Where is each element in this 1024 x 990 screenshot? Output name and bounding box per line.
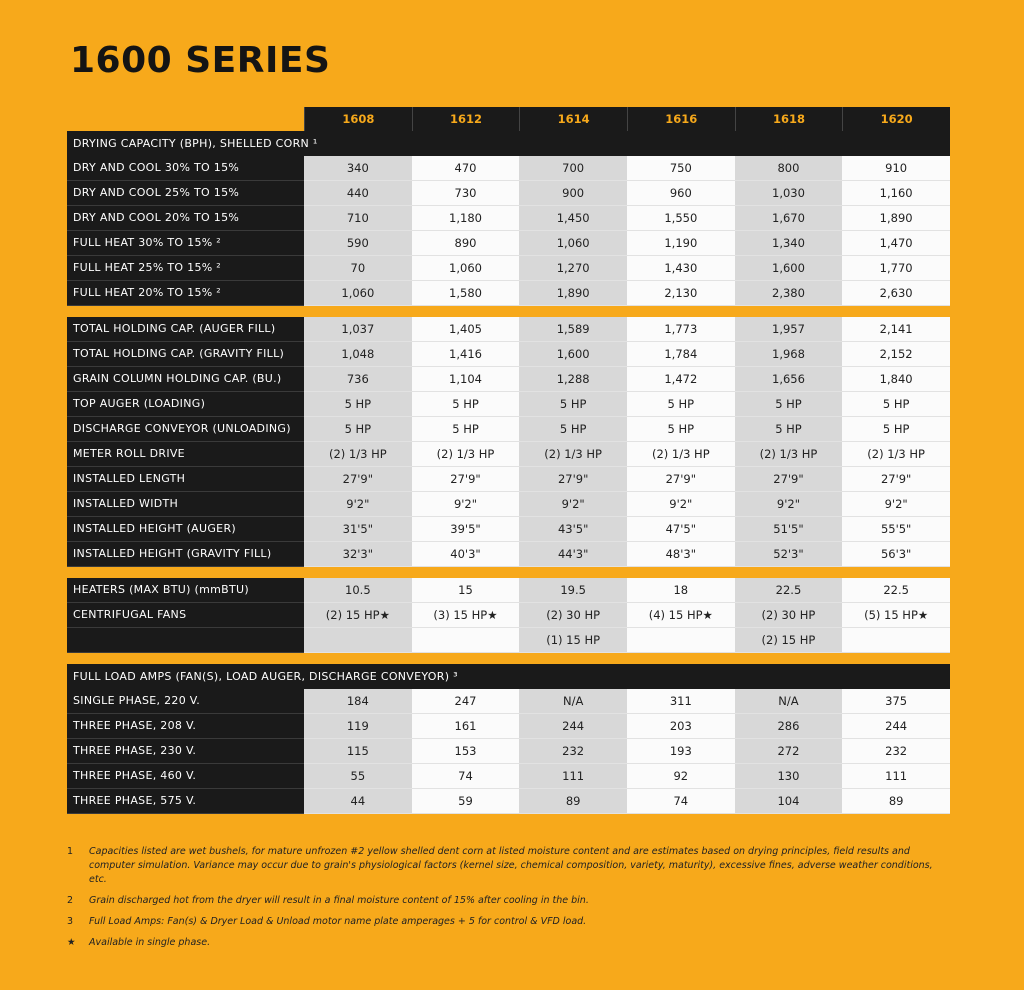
value-cell: (3) 15 HP★ — [412, 603, 520, 628]
value-cell: 89 — [519, 789, 627, 814]
value-cell: 10.5 — [304, 578, 412, 603]
table-row — [67, 317, 950, 342]
value-cell: 193 — [627, 739, 735, 764]
footnote-mark: 3 — [67, 916, 74, 927]
footnote — [67, 894, 937, 908]
value-cell: 92 — [627, 764, 735, 789]
value-cell: 27'9" — [519, 467, 627, 492]
row-label: THREE PHASE, 575 V. — [67, 789, 304, 814]
value-cell: 55 — [304, 764, 412, 789]
table-row — [67, 764, 950, 789]
row-label: DRY AND COOL 25% TO 15% — [67, 181, 304, 206]
model-header: 1616 — [627, 107, 735, 131]
value-cell — [412, 628, 520, 653]
value-cell: 1,470 — [842, 231, 950, 256]
row-label: THREE PHASE, 460 V. — [67, 764, 304, 789]
value-cell: 74 — [627, 789, 735, 814]
row-label: SINGLE PHASE, 220 V. — [67, 689, 304, 714]
value-cell: 440 — [304, 181, 412, 206]
value-cell: 203 — [627, 714, 735, 739]
row-label: INSTALLED WIDTH — [67, 492, 304, 517]
section-heading: FULL LOAD AMPS (FAN(S), LOAD AUGER, DISCHARGE CONVEYOR) ³ — [67, 664, 950, 689]
model-header-row — [67, 107, 950, 131]
table-row — [67, 206, 950, 231]
value-cell: 1,030 — [735, 181, 843, 206]
footnote — [67, 936, 937, 950]
value-cell: 2,152 — [842, 342, 950, 367]
footnote — [67, 845, 937, 887]
value-cell: 15 — [412, 578, 520, 603]
value-cell: 2,130 — [627, 281, 735, 306]
value-cell: 1,060 — [519, 231, 627, 256]
row-label: INSTALLED HEIGHT (AUGER) — [67, 517, 304, 542]
value-cell: (2) 1/3 HP — [304, 442, 412, 467]
table-row — [67, 628, 950, 653]
value-cell — [304, 628, 412, 653]
value-cell: 70 — [304, 256, 412, 281]
table-row — [67, 789, 950, 814]
row-label: TOP AUGER (LOADING) — [67, 392, 304, 417]
value-cell: 153 — [412, 739, 520, 764]
footnote-mark: 2 — [67, 895, 74, 906]
table-row — [67, 256, 950, 281]
row-label: GRAIN COLUMN HOLDING CAP. (BU.) — [67, 367, 304, 392]
value-cell: (2) 15 HP★ — [304, 603, 412, 628]
value-cell: 1,580 — [412, 281, 520, 306]
value-cell: 1,472 — [627, 367, 735, 392]
row-label: THREE PHASE, 230 V. — [67, 739, 304, 764]
model-header: 1612 — [412, 107, 520, 131]
value-cell: 736 — [304, 367, 412, 392]
table-row — [67, 417, 950, 442]
section-heading-row — [67, 664, 950, 689]
value-cell: 960 — [627, 181, 735, 206]
table-row — [67, 578, 950, 603]
value-cell: 1,270 — [519, 256, 627, 281]
value-cell: 19.5 — [519, 578, 627, 603]
table-row — [67, 739, 950, 764]
value-cell: 27'9" — [735, 467, 843, 492]
value-cell: 900 — [519, 181, 627, 206]
value-cell — [842, 628, 950, 653]
value-cell: 56'3" — [842, 542, 950, 567]
value-cell: 750 — [627, 156, 735, 181]
footnotes — [67, 845, 937, 957]
value-cell: 52'3" — [735, 542, 843, 567]
value-cell: 1,180 — [412, 206, 520, 231]
value-cell: 1,190 — [627, 231, 735, 256]
value-cell: 1,450 — [519, 206, 627, 231]
value-cell: 710 — [304, 206, 412, 231]
value-cell: 1,890 — [519, 281, 627, 306]
value-cell: 74 — [412, 764, 520, 789]
value-cell: 340 — [304, 156, 412, 181]
value-cell: 286 — [735, 714, 843, 739]
value-cell: 40'3" — [412, 542, 520, 567]
value-cell: (2) 1/3 HP — [735, 442, 843, 467]
value-cell: 2,141 — [842, 317, 950, 342]
section-heading-row — [67, 131, 950, 156]
row-label: INSTALLED HEIGHT (GRAVITY FILL) — [67, 542, 304, 567]
value-cell: 5 HP — [842, 417, 950, 442]
value-cell: 115 — [304, 739, 412, 764]
row-label: TOTAL HOLDING CAP. (AUGER FILL) — [67, 317, 304, 342]
value-cell: 5 HP — [627, 392, 735, 417]
value-cell: N/A — [519, 689, 627, 714]
value-cell: 244 — [842, 714, 950, 739]
row-label — [67, 628, 304, 653]
value-cell: 130 — [735, 764, 843, 789]
row-label: TOTAL HOLDING CAP. (GRAVITY FILL) — [67, 342, 304, 367]
value-cell: 27'9" — [412, 467, 520, 492]
row-label: HEATERS (MAX BTU) (mmBTU) — [67, 578, 304, 603]
value-cell: 9'2" — [735, 492, 843, 517]
footnote-text: Available in single phase. — [89, 937, 211, 948]
value-cell: 161 — [412, 714, 520, 739]
page-title: 1600 SERIES — [70, 40, 331, 81]
section-gap — [67, 306, 950, 317]
value-cell: 9'2" — [304, 492, 412, 517]
value-cell: 184 — [304, 689, 412, 714]
value-cell: 22.5 — [735, 578, 843, 603]
table-row — [67, 281, 950, 306]
value-cell: 55'5" — [842, 517, 950, 542]
table-row — [67, 231, 950, 256]
value-cell: 47'5" — [627, 517, 735, 542]
model-header: 1608 — [304, 107, 412, 131]
section-heading: DRYING CAPACITY (BPH), SHELLED CORN ¹ — [67, 131, 950, 156]
value-cell: (1) 15 HP — [519, 628, 627, 653]
value-cell: 9'2" — [519, 492, 627, 517]
value-cell: 1,600 — [735, 256, 843, 281]
value-cell — [627, 628, 735, 653]
value-cell: 730 — [412, 181, 520, 206]
value-cell: 1,037 — [304, 317, 412, 342]
value-cell: 89 — [842, 789, 950, 814]
table-row — [67, 542, 950, 567]
value-cell: 1,430 — [627, 256, 735, 281]
value-cell: 910 — [842, 156, 950, 181]
value-cell: 27'9" — [842, 467, 950, 492]
row-label: DISCHARGE CONVEYOR (UNLOADING) — [67, 417, 304, 442]
value-cell: 5 HP — [304, 392, 412, 417]
value-cell: 39'5" — [412, 517, 520, 542]
table-row — [67, 689, 950, 714]
value-cell: 9'2" — [842, 492, 950, 517]
value-cell: 700 — [519, 156, 627, 181]
value-cell: 232 — [842, 739, 950, 764]
value-cell: 5 HP — [627, 417, 735, 442]
value-cell: 1,060 — [412, 256, 520, 281]
row-label: DRY AND COOL 30% TO 15% — [67, 156, 304, 181]
value-cell: 470 — [412, 156, 520, 181]
value-cell: 27'9" — [304, 467, 412, 492]
value-cell: 1,600 — [519, 342, 627, 367]
table-row — [67, 467, 950, 492]
value-cell: (4) 15 HP★ — [627, 603, 735, 628]
value-cell: 5 HP — [412, 392, 520, 417]
value-cell: 890 — [412, 231, 520, 256]
header-corner — [67, 107, 304, 131]
value-cell: 1,104 — [412, 367, 520, 392]
value-cell: 1,405 — [412, 317, 520, 342]
value-cell: 5 HP — [735, 392, 843, 417]
value-cell: 9'2" — [412, 492, 520, 517]
value-cell: (2) 1/3 HP — [412, 442, 520, 467]
value-cell: 111 — [519, 764, 627, 789]
table-row — [67, 181, 950, 206]
value-cell: 1,048 — [304, 342, 412, 367]
footnote-text: Capacities listed are wet bushels, for mature unfrozen #2 yellow shelled dent corn at listed moisture content and are estimates based on drying principles, field results and computer simulation. Variance may occur due to grain's physiological factors (kernel size, chemical composition, variety, maturity), excessive fines, adverse weather conditions, etc. — [89, 846, 933, 885]
footnote-mark: 1 — [67, 846, 74, 857]
value-cell: 18 — [627, 578, 735, 603]
row-label: FULL HEAT 30% TO 15% ² — [67, 231, 304, 256]
value-cell: (2) 1/3 HP — [627, 442, 735, 467]
value-cell: 1,784 — [627, 342, 735, 367]
table-row — [67, 156, 950, 181]
value-cell: 247 — [412, 689, 520, 714]
value-cell: 1,340 — [735, 231, 843, 256]
row-label: CENTRIFUGAL FANS — [67, 603, 304, 628]
model-header: 1614 — [519, 107, 627, 131]
row-label: INSTALLED LENGTH — [67, 467, 304, 492]
value-cell: 1,288 — [519, 367, 627, 392]
value-cell: 31'5" — [304, 517, 412, 542]
value-cell: 1,416 — [412, 342, 520, 367]
model-header: 1618 — [735, 107, 843, 131]
value-cell: 1,060 — [304, 281, 412, 306]
value-cell: 1,656 — [735, 367, 843, 392]
value-cell: 244 — [519, 714, 627, 739]
value-cell: 1,160 — [842, 181, 950, 206]
value-cell: 119 — [304, 714, 412, 739]
value-cell: 27'9" — [627, 467, 735, 492]
value-cell: 44 — [304, 789, 412, 814]
value-cell: (2) 1/3 HP — [519, 442, 627, 467]
value-cell: 2,630 — [842, 281, 950, 306]
value-cell: (2) 30 HP — [519, 603, 627, 628]
footnote-text: Full Load Amps: Fan(s) & Dryer Load & Unload motor name plate amperages + 5 for control & VFD load. — [89, 916, 587, 927]
value-cell: 1,957 — [735, 317, 843, 342]
value-cell: 5 HP — [304, 417, 412, 442]
value-cell: 800 — [735, 156, 843, 181]
value-cell: (2) 1/3 HP — [842, 442, 950, 467]
value-cell: 2,380 — [735, 281, 843, 306]
table-row — [67, 492, 950, 517]
value-cell: 51'5" — [735, 517, 843, 542]
value-cell: 5 HP — [412, 417, 520, 442]
value-cell: 1,840 — [842, 367, 950, 392]
value-cell: 1,589 — [519, 317, 627, 342]
value-cell: 111 — [842, 764, 950, 789]
row-label: FULL HEAT 25% TO 15% ² — [67, 256, 304, 281]
value-cell: (2) 15 HP — [735, 628, 843, 653]
value-cell: 1,968 — [735, 342, 843, 367]
value-cell: 375 — [842, 689, 950, 714]
row-label: DRY AND COOL 20% TO 15% — [67, 206, 304, 231]
table-row — [67, 714, 950, 739]
value-cell: N/A — [735, 689, 843, 714]
value-cell: 9'2" — [627, 492, 735, 517]
value-cell: 1,890 — [842, 206, 950, 231]
value-cell: 1,773 — [627, 317, 735, 342]
value-cell: 48'3" — [627, 542, 735, 567]
value-cell: 590 — [304, 231, 412, 256]
value-cell: 1,670 — [735, 206, 843, 231]
value-cell: 272 — [735, 739, 843, 764]
value-cell: 232 — [519, 739, 627, 764]
value-cell: 1,550 — [627, 206, 735, 231]
value-cell: 32'3" — [304, 542, 412, 567]
row-label: METER ROLL DRIVE — [67, 442, 304, 467]
table-row — [67, 392, 950, 417]
value-cell: 5 HP — [519, 417, 627, 442]
row-label: THREE PHASE, 208 V. — [67, 714, 304, 739]
table-row — [67, 442, 950, 467]
value-cell: 5 HP — [735, 417, 843, 442]
value-cell: (2) 30 HP — [735, 603, 843, 628]
footnote — [67, 915, 937, 929]
value-cell: (5) 15 HP★ — [842, 603, 950, 628]
section-gap — [67, 653, 950, 664]
value-cell: 44'3" — [519, 542, 627, 567]
value-cell: 59 — [412, 789, 520, 814]
value-cell: 43'5" — [519, 517, 627, 542]
section-gap — [67, 567, 950, 578]
table-row — [67, 342, 950, 367]
value-cell: 1,770 — [842, 256, 950, 281]
value-cell: 311 — [627, 689, 735, 714]
table-row — [67, 517, 950, 542]
footnote-mark: ★ — [67, 937, 76, 948]
table-row — [67, 367, 950, 392]
table-row — [67, 603, 950, 628]
spec-table — [67, 107, 950, 814]
value-cell: 22.5 — [842, 578, 950, 603]
footnote-text: Grain discharged hot from the dryer will result in a final moisture content of 15% after cooling in the bin. — [89, 895, 589, 906]
row-label: FULL HEAT 20% TO 15% ² — [67, 281, 304, 306]
model-header: 1620 — [842, 107, 950, 131]
value-cell: 104 — [735, 789, 843, 814]
value-cell: 5 HP — [842, 392, 950, 417]
value-cell: 5 HP — [519, 392, 627, 417]
